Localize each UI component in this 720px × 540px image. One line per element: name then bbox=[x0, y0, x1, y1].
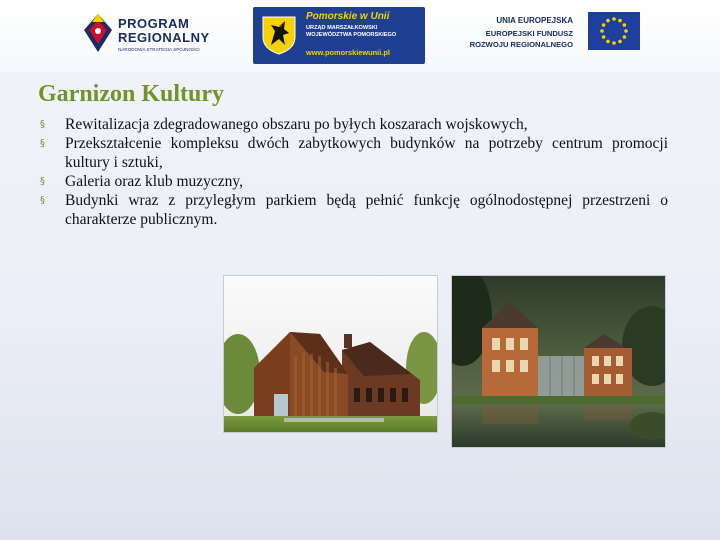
ue-logo-line3: ROZWOJU REGIONALNEGO bbox=[469, 40, 573, 49]
bullet-marker: § bbox=[40, 119, 45, 130]
bullet-item bbox=[38, 172, 668, 191]
bullet-item bbox=[38, 134, 668, 172]
eu-star bbox=[600, 29, 604, 33]
building-rendering-photo-1 bbox=[224, 276, 437, 432]
eu-star bbox=[618, 19, 622, 23]
eu-star bbox=[612, 41, 616, 45]
eu-star bbox=[612, 17, 616, 21]
ue-logo-line1: UNIA EUROPEJSKA bbox=[496, 16, 573, 25]
eu-star bbox=[602, 23, 606, 27]
eu-star bbox=[623, 23, 627, 27]
pomorskie-logo-line2: WOJEWÓDZTWA POMORSKIEGO bbox=[306, 32, 397, 38]
pomorskie-logo-title: Pomorskie w Unii bbox=[306, 11, 390, 22]
bullet-list bbox=[38, 115, 668, 229]
bullet-marker: § bbox=[40, 138, 45, 149]
bullet-marker: § bbox=[40, 176, 45, 187]
bullet-text: Budynki wraz z przyległym parkiem będą pełnić funkcję ogólnodostępnej przestrzeni o charakterze publicznym. bbox=[65, 192, 668, 228]
program-regionalny-logo bbox=[82, 10, 232, 60]
eu-star bbox=[606, 40, 610, 44]
ue-logo-line2: EUROPEJSKI FUNDUSZ bbox=[485, 29, 573, 38]
griffin-crest-icon bbox=[261, 15, 297, 55]
bullet-item bbox=[38, 191, 668, 229]
bullet-marker: § bbox=[40, 195, 45, 206]
unia-europejska-logo bbox=[455, 8, 640, 60]
program-logo-line1: PROGRAM bbox=[118, 16, 190, 31]
bullet-text: Przekształcenie kompleksu dwóch zabytkowych budynków na potrzeby centrum promocji kultury i sztuki, bbox=[65, 135, 668, 171]
bullet-item bbox=[38, 115, 668, 134]
eu-star bbox=[602, 35, 606, 39]
bullet-text: Galeria oraz klub muzyczny, bbox=[65, 173, 244, 190]
eu-star bbox=[624, 29, 628, 33]
eu-star bbox=[623, 35, 627, 39]
bullet-text: Rewitalizacja zdegradowanego obszaru po byłych koszarach wojskowych, bbox=[65, 116, 528, 133]
header-logo-bar bbox=[0, 0, 720, 72]
program-logo-line2: REGIONALNY bbox=[118, 30, 210, 45]
pomorskie-logo-line1: URZĄD MARSZAŁKOWSKI bbox=[306, 25, 378, 31]
pomorskie-w-unii-logo bbox=[253, 7, 425, 64]
program-logo-line3: NARODOWA STRATEGIA SPÓJNOŚCI bbox=[118, 47, 200, 52]
building-rendering-photo-2 bbox=[452, 276, 665, 447]
eu-star bbox=[606, 19, 610, 23]
eu-stars-icon bbox=[82, 12, 114, 54]
slide-title: Garnizon Kultury bbox=[38, 81, 225, 107]
eu-star bbox=[618, 40, 622, 44]
pomorskie-logo-url: www.pomorskiewunii.pl bbox=[306, 48, 390, 57]
eu-flag-icon bbox=[588, 12, 640, 50]
